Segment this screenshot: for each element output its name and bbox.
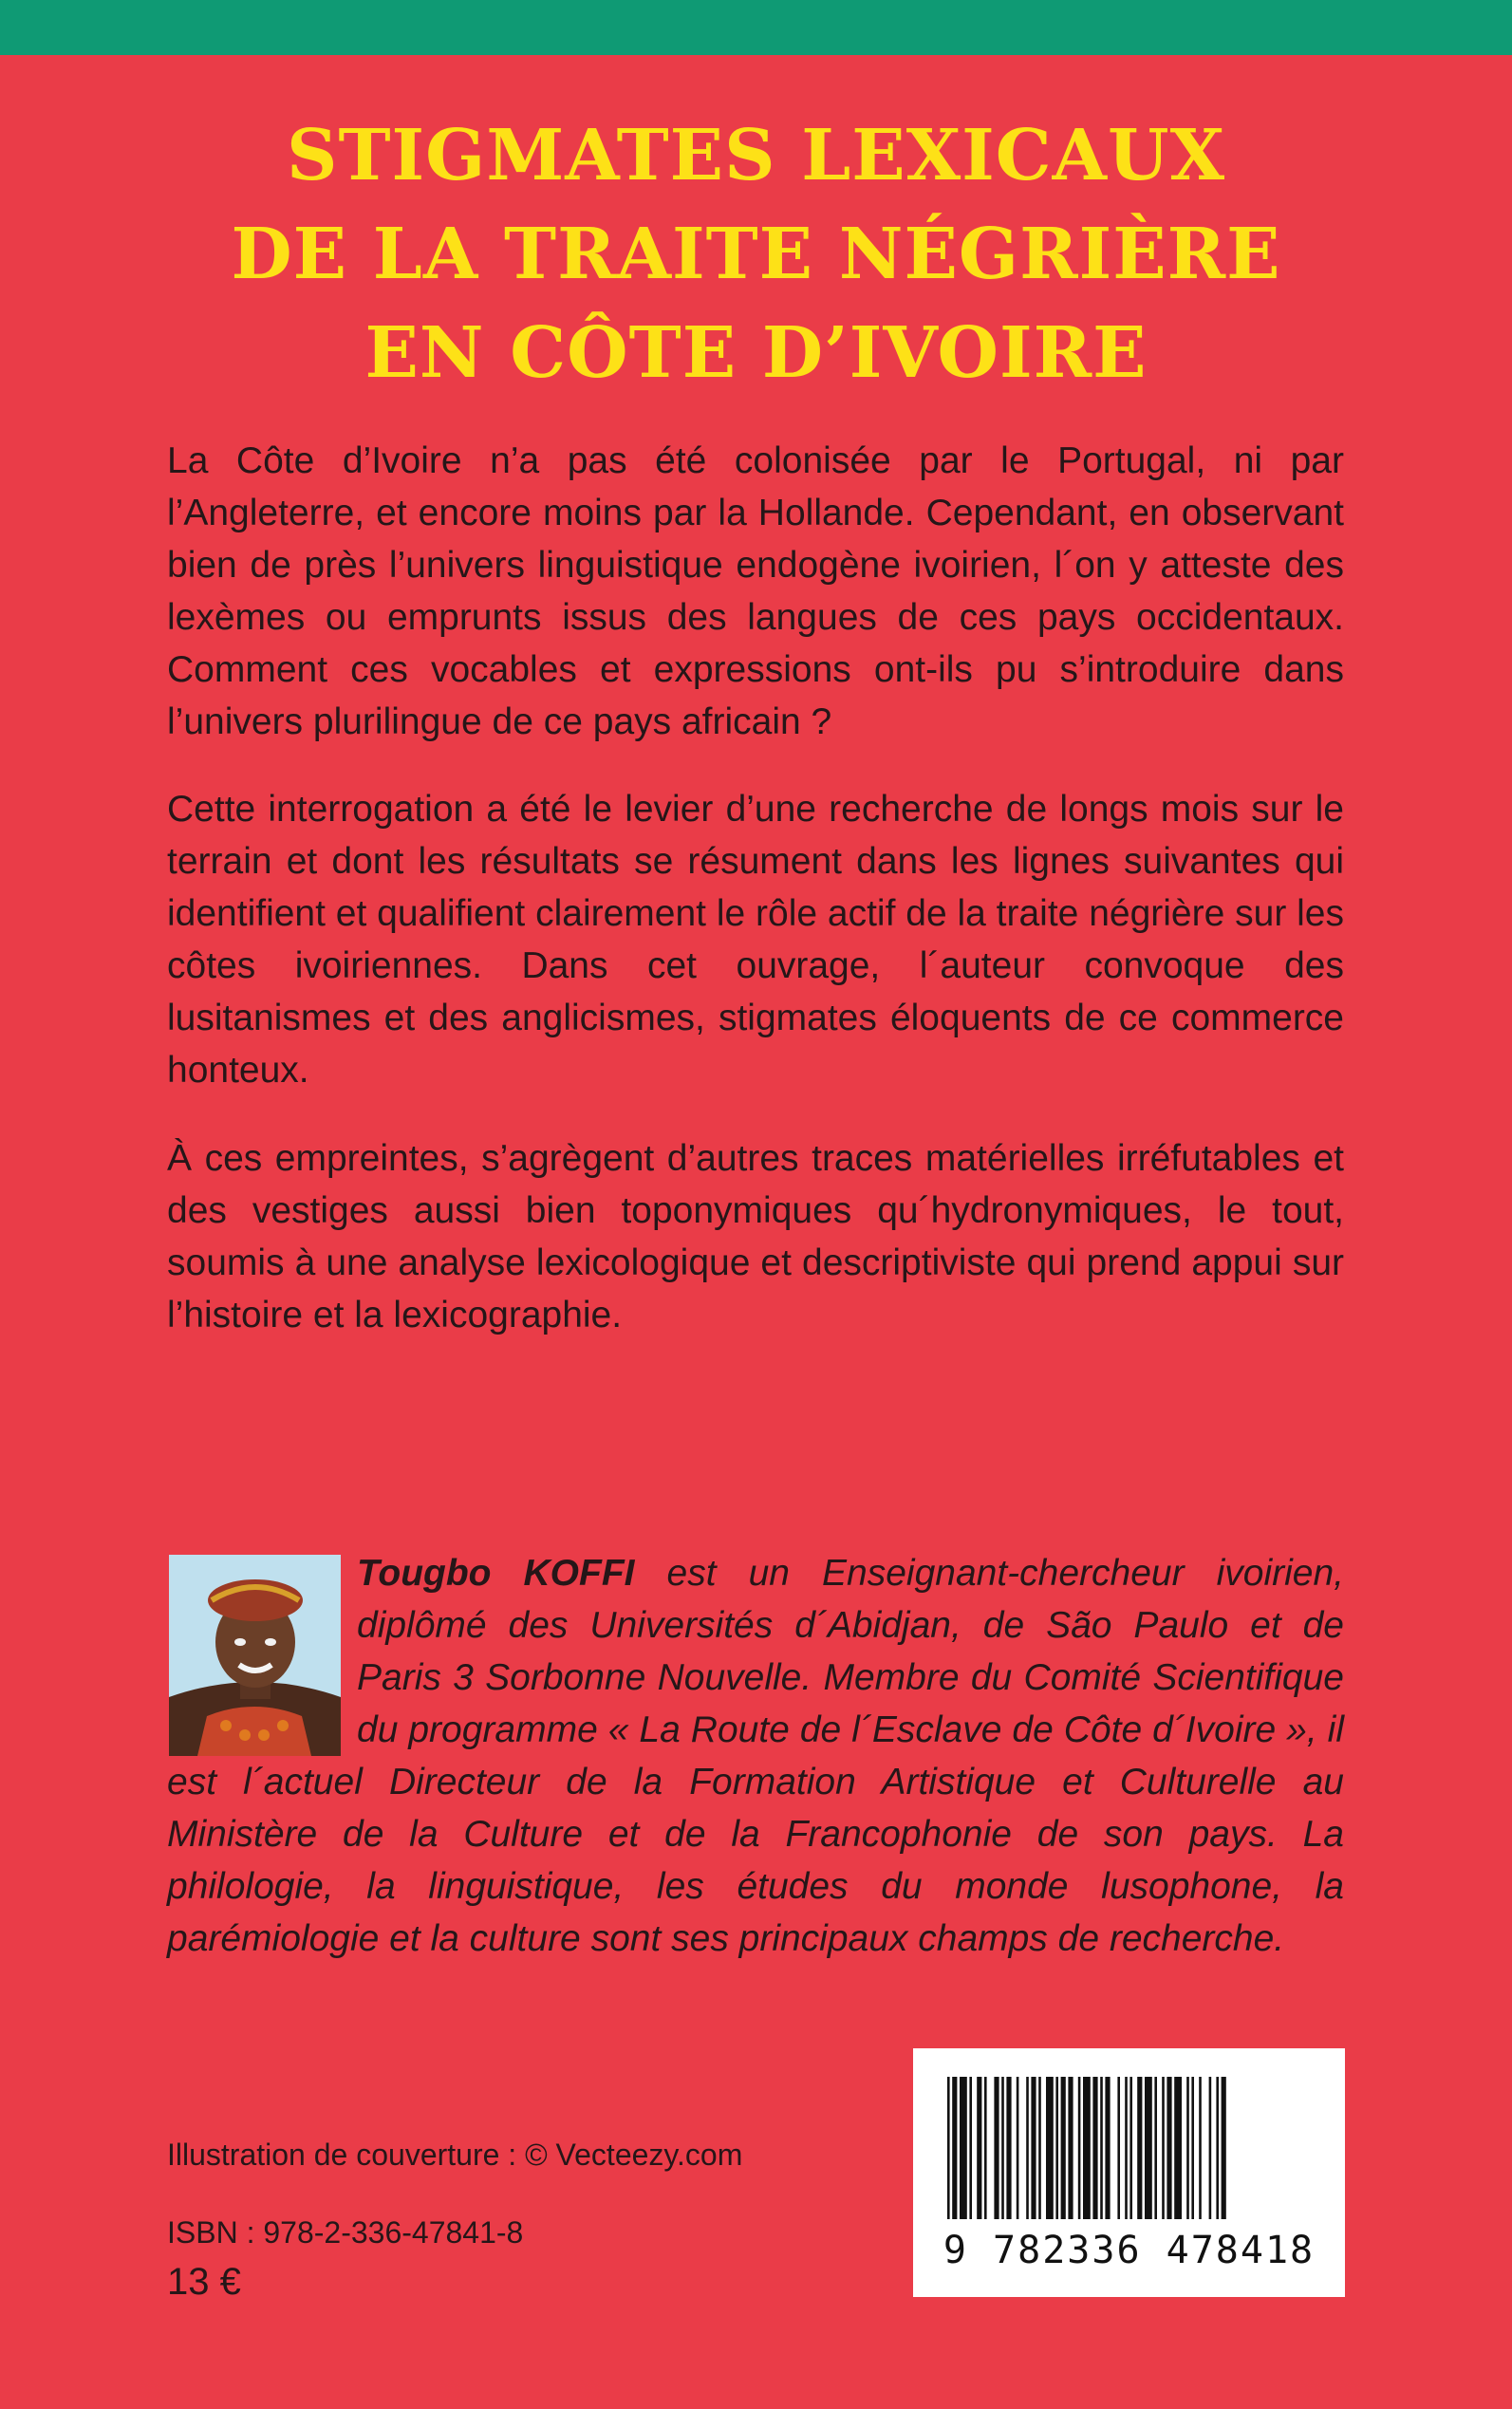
barcode-bar: [960, 2077, 967, 2219]
barcode-bar: [1117, 2077, 1120, 2219]
barcode-digits: 9 782336 478418: [943, 2229, 1316, 2272]
barcode-bar: [947, 2077, 950, 2219]
title-line-2: DE LA TRAITE NÉGRIÈRE: [231, 214, 1281, 295]
barcode-bar: [1100, 2077, 1103, 2219]
barcode-bar: [952, 2077, 957, 2219]
barcode-bar: [1078, 2077, 1081, 2219]
barcode-bar: [1167, 2077, 1171, 2219]
summary-paragraph-1: La Côte d’Ivoire n’a pas été colonisée par le Portugal, ni par l’Angleterre, et encore moins par la Hollande. Cependant, en observant bien de près l’univers linguistique endogène ivoirien, l´on y atteste des lexèmes ou emprunts issus des langues de ces pays occidentaux. Comment ces vocables et expressions ont-ils pu s’introduire dans l’univers plurilingue de ce pays africain ?: [167, 440, 1344, 742]
barcode-bar: [1216, 2077, 1219, 2219]
barcode-bar: [1055, 2077, 1058, 2219]
barcode-bar: [1199, 2077, 1202, 2219]
barcode-bar: [1154, 2077, 1157, 2219]
price: 13 €: [167, 2261, 241, 2303]
barcode-bar: [1038, 2077, 1041, 2219]
isbn-number: ISBN : 978-2-336-47841-8: [167, 2215, 524, 2250]
barcode-bars: [913, 2048, 1345, 2229]
barcode-bar: [1222, 2077, 1226, 2219]
top-color-band: [0, 0, 1512, 55]
barcode-bar: [1174, 2077, 1182, 2219]
barcode-bar: [1209, 2077, 1212, 2219]
barcode-bar: [1031, 2077, 1036, 2219]
barcode-bar: [1105, 2077, 1110, 2219]
author-bio-text: est un Enseignant-chercheur ivoirien, diplômé des Universités d´Abidjan, de São Paulo et de Paris 3 Sorbonne Nouvelle. Membre du Comité Scientifique du programme « La Route de l´Esclave de Côte d´Ivoire », il est l´actuel Directeur de la Formation Artistique et Culturelle au Ministère de la Culture et de la Francophonie de son pays. La philologie, la linguistique, les études du monde lusophone, la parémiologie et la culture sont ses principaux champs de recherche.: [167, 1553, 1345, 1959]
photo-spacer: [167, 1547, 357, 1756]
author-bio: [167, 1547, 1344, 1965]
barcode-bar: [1125, 2077, 1128, 2219]
barcode-bar: [1006, 2077, 1011, 2219]
title-line-1: STIGMATES LEXICAUX: [287, 115, 1225, 196]
barcode-bar: [1017, 2077, 1019, 2219]
summary-paragraph-3: À ces empreintes, s’agrègent d’autres traces matérielles irréfutables et des vestiges aussi bien toponymiques qu´hydronymiques, le tout, soumis à une analyse lexicologique et descriptiviste qui prend appui sur l’histoire et la lexicographie.: [167, 1138, 1344, 1335]
barcode-bar: [1061, 2077, 1066, 2219]
barcode-bar: [977, 2077, 981, 2219]
barcode-bar: [984, 2077, 987, 2219]
barcode-bar: [1083, 2077, 1091, 2219]
barcode-bar: [1092, 2077, 1097, 2219]
barcode-bar: [1137, 2077, 1142, 2219]
barcode-bar: [1046, 2077, 1054, 2219]
barcode-bar: [1162, 2077, 1165, 2219]
barcode-bar: [1145, 2077, 1152, 2219]
barcode-bar: [1001, 2077, 1004, 2219]
barcode-bar: [1191, 2077, 1194, 2219]
barcode-bar: [1129, 2077, 1132, 2219]
barcode-bar: [994, 2077, 999, 2219]
barcode: [913, 2048, 1345, 2297]
barcode-bar: [1026, 2077, 1029, 2219]
summary-paragraph-2: Cette interrogation a été le levier d’une recherche de longs mois sur le terrain et dont les résultats se résument dans les lignes suivantes qui identifient et qualifient clairement le rôle actif de la traite négrière sur les côtes ivoiriennes. Dans cet ouvrage, l´auteur convoque des lusitanismes et des anglicismes, stigmates éloquents de ce commerce honteux.: [167, 789, 1344, 1091]
author-name: Tougbo KOFFI: [357, 1553, 635, 1594]
barcode-bar: [1068, 2077, 1073, 2219]
title-line-3: EN CÔTE D’IVOIRE: [364, 312, 1148, 394]
book-title: [0, 106, 1512, 402]
barcode-bar: [969, 2077, 972, 2219]
barcode-bar: [1186, 2077, 1189, 2219]
cover-credit: Illustration de couverture : © Vecteezy.com: [167, 2138, 743, 2172]
